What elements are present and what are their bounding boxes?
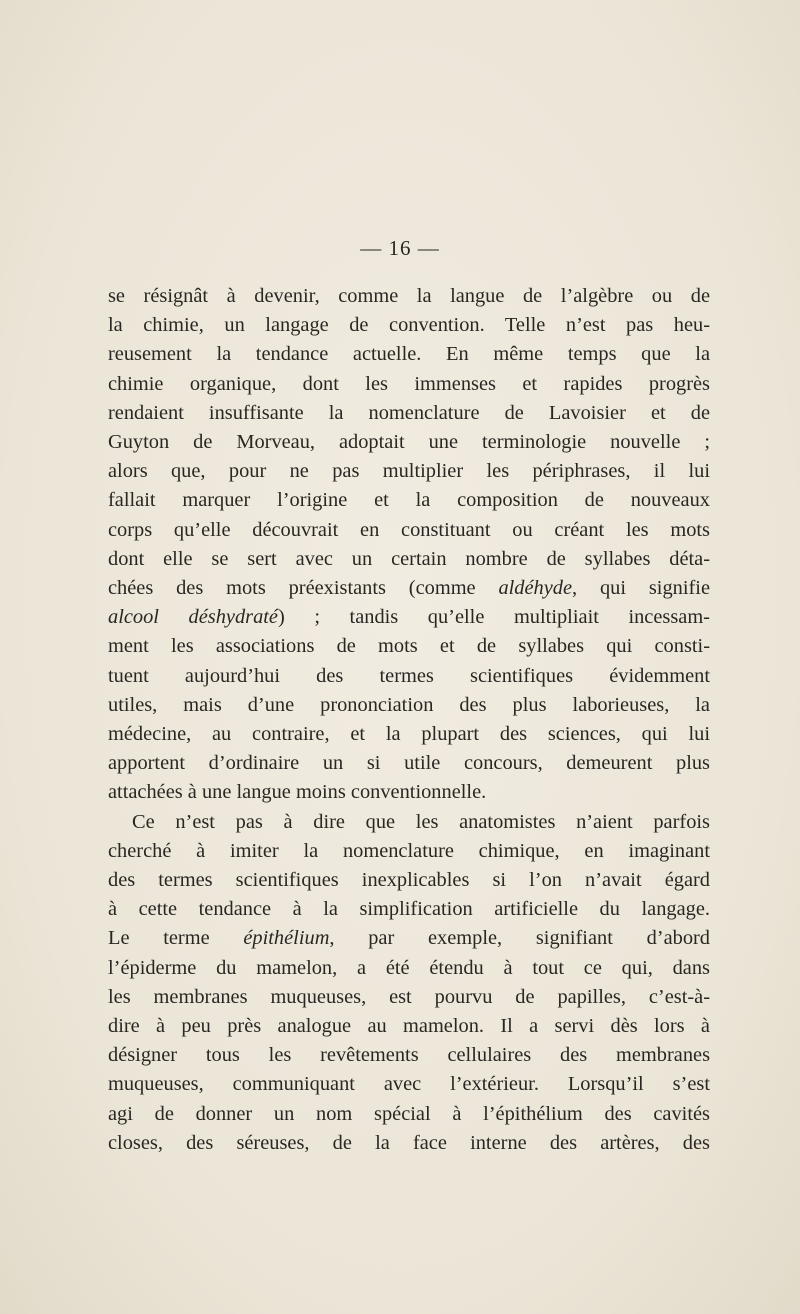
text-segment: Le terme xyxy=(108,927,244,950)
text-line: la chimie, un langage de convention. Telle n’est pas heu- xyxy=(108,314,710,337)
text-line: corps qu’elle découvrait en constituant ou créant les mots xyxy=(108,518,710,541)
text-line xyxy=(108,924,710,953)
text-line: muqueuses, communiquant avec l’extérieur. Lorsqu’il s’est xyxy=(108,1073,710,1096)
italic-term-aldehyde: aldéhyde xyxy=(498,577,573,600)
text-line: Guyton de Morveau, adoptait une terminologie nouvelle ; xyxy=(108,431,710,454)
text-line: reusement la tendance actuelle. En même temps que la xyxy=(108,343,710,366)
text-segment: , par exemple, signifiant d’abord xyxy=(329,927,710,950)
paragraph-2 xyxy=(108,808,710,1158)
text-line: ment les associations de mots et de syllabes qui consti- xyxy=(108,635,710,658)
text-line: des termes scientifiques inexplicables si l’on n’avait égard xyxy=(108,869,710,892)
text-line: utiles, mais d’une prononciation des plus laborieuses, la xyxy=(108,693,710,716)
text-line: apportent d’ordinaire un si utile concours, demeurent plus xyxy=(108,752,710,775)
text-line: les membranes muqueuses, est pourvu de papilles, c’est-à- xyxy=(108,985,710,1008)
text-line: se résignât à devenir, comme la langue de l’algèbre ou de xyxy=(108,285,710,307)
text-line: chimie organique, dont les immenses et rapides progrès xyxy=(108,372,710,395)
text-line: agi de donner un nom spécial à l’épithélium des cavités xyxy=(108,1102,710,1125)
text-line: Ce n’est pas à dire que les anatomistes n’aient parfois xyxy=(132,810,710,833)
text-line: alors que, pour ne pas multiplier les périphrases, il lui xyxy=(108,460,710,483)
text-line: désigner tous les revêtements cellulaires des membranes xyxy=(108,1044,710,1067)
text-line: closes, des séreuses, de la face interne des artères, des xyxy=(108,1131,710,1154)
italic-term-epithelium: épithélium xyxy=(243,927,330,950)
text-line: attachées à une langue moins conventionnelle. xyxy=(108,781,487,804)
text-line xyxy=(108,574,710,603)
text-segment: ) ; tandis qu’elle multipliait incessam- xyxy=(277,606,710,629)
text-segment: chées des mots préexistants (comme xyxy=(108,577,499,600)
text-line: tuent aujourd’hui des termes scientifiques évidemment xyxy=(108,664,710,687)
italic-term-alcool-deshydrate: alcool déshydraté xyxy=(108,606,278,629)
paragraph-1 xyxy=(108,282,710,808)
text-line: à cette tendance à la simplification artificielle du langage. xyxy=(108,898,710,921)
body-text xyxy=(108,282,710,1158)
text-line: dont elle se sert avec un certain nombre de syllabes déta- xyxy=(108,547,710,570)
text-line: rendaient insuffisante la nomenclature de Lavoisier et de xyxy=(108,401,710,424)
text-line: médecine, au contraire, et la plupart des sciences, qui lui xyxy=(108,723,710,746)
text-segment: , qui signifie xyxy=(572,577,711,600)
page-number: — 16 — xyxy=(360,236,440,260)
text-line: l’épiderme du mamelon, a été étendu à tout ce qui, dans xyxy=(108,956,710,979)
text-line: fallait marquer l’origine et la composition de nouveaux xyxy=(108,489,710,512)
text-line xyxy=(108,603,710,632)
text-line: dire à peu près analogue au mamelon. Il a servi dès lors à xyxy=(108,1015,710,1038)
text-line: cherché à imiter la nomenclature chimique, en imaginant xyxy=(108,839,710,862)
